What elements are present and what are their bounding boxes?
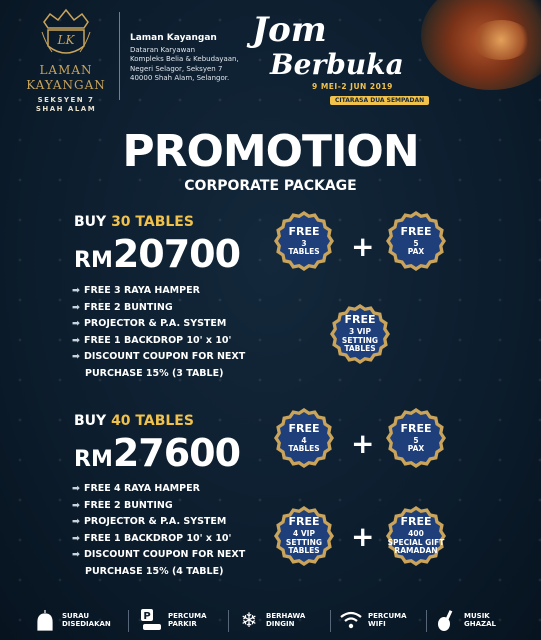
currency: RM [74,248,113,273]
header-divider [119,12,120,100]
arrow-icon: ➡ [72,334,80,346]
arrow-icon: ➡ [72,318,80,329]
badge-free-vip-tables: FREE 3 VIP SETTING TABLES [329,303,391,365]
plus-sign: + [351,520,375,553]
arrow-icon: ➡ [72,549,80,560]
snowflake-icon: ❄ [240,608,258,632]
footer-divider [426,610,427,632]
list-item: ➡ FREE 1 BACKDROP 10' x 10' [72,532,232,544]
amenity-wifi: PERCUMA WIFI [338,600,407,640]
page-title: PROMOTION [122,126,419,177]
arrow-icon: ➡ [72,532,80,544]
badge-free-pax: FREE 5 PAX [385,407,447,469]
currency: RM [74,447,113,472]
price-amount: 27600 [112,431,241,475]
page-subtitle: CORPORATE PACKAGE [184,178,357,194]
event-title-line2: Berbuka [270,48,404,81]
package-1-price [74,232,240,276]
list-item: ➡ FREE 1 BACKDROP 10' x 10' [72,334,232,346]
venue-brand-line1: LAMAN [39,63,93,77]
list-item: ➡ DISCOUNT COUPON FOR NEXT [72,549,246,560]
footer-divider [228,610,229,632]
badge-free-tables: FREE 4 TABLES [273,407,335,469]
food-photo-detail [471,20,531,60]
arrow-icon: ➡ [72,483,80,494]
list-item: ➡ PROJECTOR & P.A. SYSTEM [72,516,227,527]
parking-icon [138,607,164,633]
mosque-icon [32,607,58,633]
address-line: Dataran Karyawan [130,45,196,54]
svg-text:P: P [143,611,151,622]
price-amount: 20700 [112,232,241,276]
venue-brand-line2: KAYANGAN [26,78,106,92]
plus-sign: + [351,427,375,460]
venue-sub-line1: SEKSYEN 7 [37,96,95,104]
package-2-price [74,431,240,475]
badge-free-vip-tables: FREE 4 VIP SETTING TABLES [273,505,335,567]
event-title-line1: Jom [252,10,327,50]
address-line: 40000 Shah Alam, Selangor. [130,74,230,82]
buy-tables: 30 TABLES [111,214,194,230]
list-item-continued: PURCHASE 15% (3 TABLE) [85,367,224,379]
amenity-music: MUSIK GHAZAL [434,600,496,640]
venue-address [130,34,245,84]
plus-sign: + [351,230,375,263]
list-item-continued: PURCHASE 15% (4 TABLE) [85,565,224,577]
package-2-items [72,481,245,580]
buy-prefix: BUY [74,214,112,230]
address-line: Negeri Selagor, Seksyen 7 [130,64,223,73]
package-1-buy [74,214,194,230]
amenity-surau: SURAU DISEDIAKAN [32,600,111,640]
list-item: ➡ PROJECTOR & P.A. SYSTEM [72,318,227,329]
badge-free-tables: FREE 3 TABLES [273,210,335,272]
package-2-buy [74,413,194,429]
address-name: Laman Kayangan [130,33,217,43]
arrow-icon: ➡ [72,351,80,362]
event-dates: 9 MEI-2 JUN 2019 [312,82,393,91]
amenities-bar [0,600,541,640]
arrow-icon: ➡ [72,285,80,296]
music-icon [434,607,460,633]
arrow-icon: ➡ [72,301,80,313]
amenity-parking: P PERCUMA PARKIR [138,600,207,640]
monogram: LK [57,33,75,47]
badge-free-pax: FREE 5 PAX [385,210,447,272]
venue-sub-line2: SHAH ALAM [35,105,97,113]
amenity-aircond: ❄ BERHAWA DINGIN [236,600,305,640]
event-tagline: CITARASA DUA SEMPADAN [330,96,429,105]
arrow-icon: ➡ [72,516,80,527]
list-item: ➡ FREE 2 BUNTING [72,301,173,313]
footer-divider [330,610,331,632]
buy-tables: 40 TABLES [111,413,194,429]
buy-prefix: BUY [74,413,112,429]
list-item: ➡ DISCOUNT COUPON FOR NEXT [72,351,246,362]
address-line: Kompleks Belia & Kebudayaan, [130,55,239,63]
list-item: ➡ FREE 2 BUNTING [72,499,173,511]
arrow-icon: ➡ [72,499,80,511]
venue-logo [20,8,112,114]
badge-free-gift: FREE 400 SPECIAL GIFT RAMADAN [385,505,447,567]
list-item: ➡ FREE 4 RAYA HAMPER [72,483,200,494]
package-1-items [72,283,245,382]
wifi-icon [338,607,364,633]
crest-icon [38,8,94,62]
footer-divider [128,610,129,632]
list-item: ➡ FREE 3 RAYA HAMPER [72,285,200,296]
